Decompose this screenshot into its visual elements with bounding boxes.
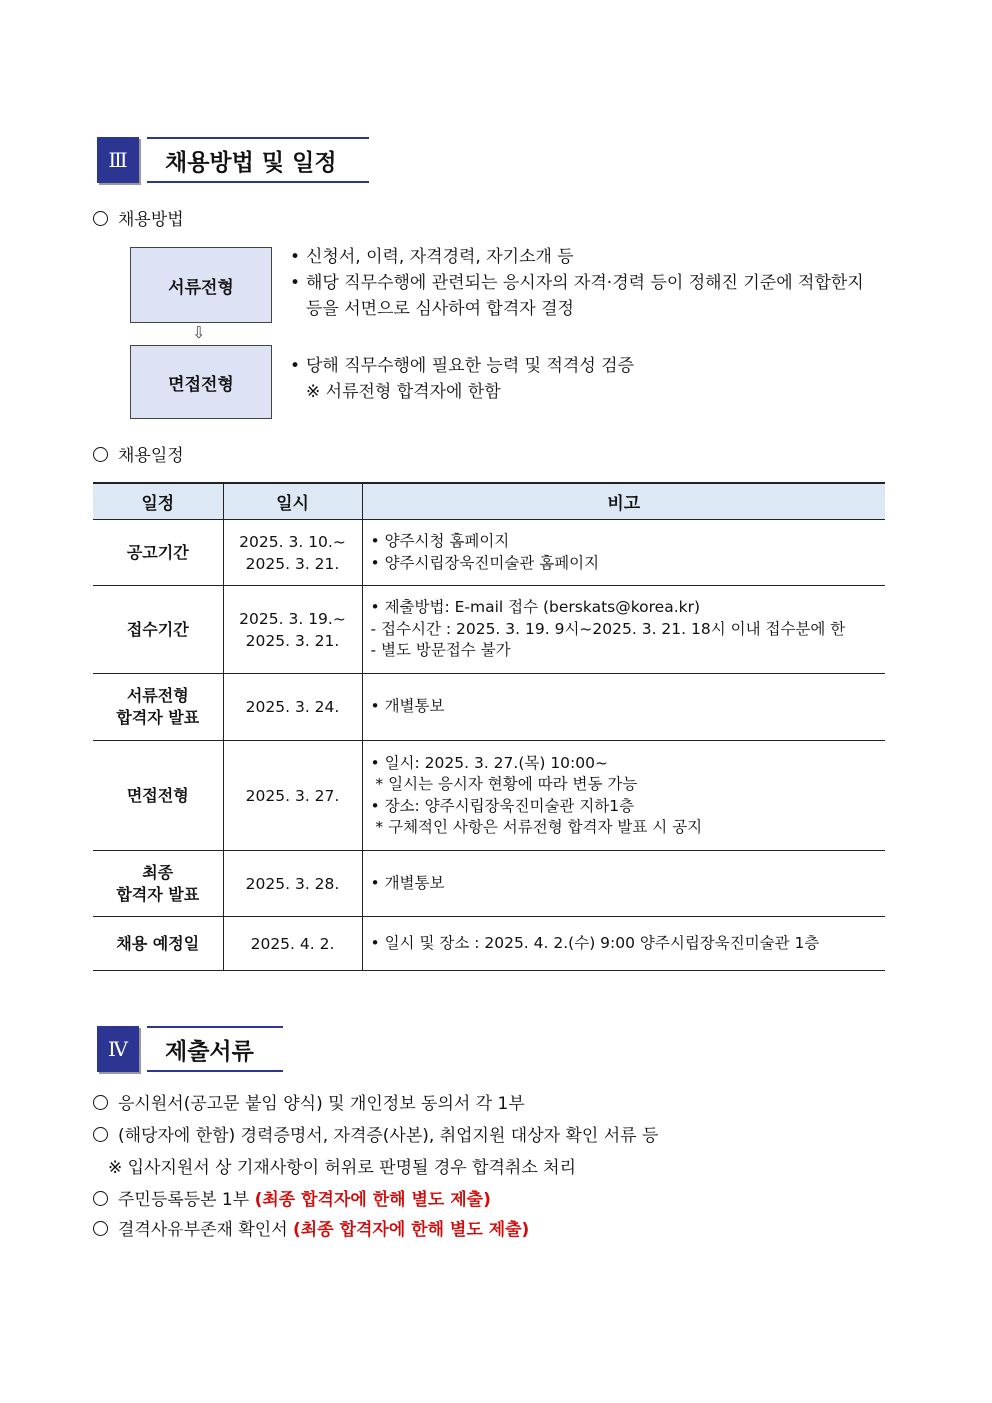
row-date: 2025. 3. 10.~ 2025. 3. 21. [223, 520, 362, 586]
section4-title: 제출서류 [147, 1026, 283, 1072]
table-row [93, 674, 885, 741]
row-stage: 채용 예정일 [93, 917, 223, 971]
schedule-heading: 채용일정 [93, 441, 184, 466]
submission-item: 결격사유부존재 확인서 (최종 합격자에 한해 별도 제출) [93, 1215, 529, 1240]
row-stage: 공고기간 [93, 520, 223, 586]
circle-bullet-icon [93, 447, 108, 462]
stage-document-desc: • 신청서, 이력, 자격경력, 자기소개 등 • 해당 직무수행에 관련되는 응시자의 자격·경력 등이 정해진 기준에 적합한지 등을 서면으로 심사하여 합격자 결정 [290, 244, 864, 322]
down-arrow-icon: ⇩ [192, 323, 206, 342]
method-heading: 채용방법 [93, 205, 184, 230]
table-row [93, 741, 885, 851]
row-date: 2025. 3. 19.~ 2025. 3. 21. [223, 586, 362, 674]
stage-interview: 면접전형 [130, 345, 272, 419]
row-date: 2025. 3. 28. [223, 851, 362, 917]
circle-bullet-icon [93, 1191, 108, 1206]
stage-document: 서류전형 [130, 247, 272, 323]
submission-item: (해당자에 한함) 경력증명서, 자격증(사본), 취업지원 대상자 확인 서류 등 [93, 1121, 658, 1146]
table-row [93, 851, 885, 917]
row-notes: • 일시 및 장소 : 2025. 4. 2.(수) 9:00 양주시립장욱진미술관 1층 [362, 917, 885, 971]
header-date: 일시 [223, 483, 362, 520]
header-notes: 비고 [362, 483, 885, 520]
section3-header [97, 137, 369, 183]
row-notes: • 제출방법: E-mail 접수 (berskats@korea.kr) - 접수시간 : 2025. 3. 19. 9시~2025. 3. 21. 18시 이내 접수분에 한 - 별도 방문접수 불가 [362, 586, 885, 674]
header-stage: 일정 [93, 483, 223, 520]
stage-interview-desc: • 당해 직무수행에 필요한 능력 및 적격성 검증 ※ 서류전형 합격자에 한함 [290, 353, 634, 405]
row-notes: • 개별통보 [362, 674, 885, 741]
row-date: 2025. 3. 27. [223, 741, 362, 851]
section3-number: Ⅲ [97, 137, 139, 183]
submission-item: 응시원서(공고문 붙임 양식) 및 개인정보 동의서 각 1부 [93, 1089, 525, 1114]
row-notes: • 양주시청 홈페이지 • 양주시립장욱진미술관 홈페이지 [362, 520, 885, 586]
row-notes: • 개별통보 [362, 851, 885, 917]
row-stage: 면접전형 [93, 741, 223, 851]
table-row [93, 586, 885, 674]
table-row [93, 917, 885, 971]
table-row [93, 520, 885, 586]
circle-bullet-icon [93, 1127, 108, 1142]
red-note: (최종 합격자에 한해 별도 제출) [254, 1190, 491, 1210]
submission-note: ※ 입사지원서 상 기재사항이 허위로 판명될 경우 합격취소 처리 [108, 1158, 577, 1178]
circle-bullet-icon [93, 1221, 108, 1236]
table-header-row [93, 483, 885, 520]
circle-bullet-icon [93, 1095, 108, 1110]
section4-header [97, 1026, 283, 1072]
schedule-table [93, 482, 885, 971]
section3-title: 채용방법 및 일정 [147, 137, 369, 183]
row-notes: • 일시: 2025. 3. 27.(목) 10:00~ * 일시는 응시자 현황에 따라 변동 가능 • 장소: 양주시립장욱진미술관 지하1층 * 구체적인 사항은 서류전형 합격자 발표 시 공지 [362, 741, 885, 851]
row-stage: 최종 합격자 발표 [93, 851, 223, 917]
row-stage: 서류전형 합격자 발표 [93, 674, 223, 741]
section4-number: Ⅳ [97, 1026, 139, 1072]
row-date: 2025. 3. 24. [223, 674, 362, 741]
circle-bullet-icon [93, 211, 108, 226]
submission-item: 주민등록등본 1부 (최종 합격자에 한해 별도 제출) [93, 1185, 491, 1210]
row-stage: 접수기간 [93, 586, 223, 674]
row-date: 2025. 4. 2. [223, 917, 362, 971]
red-note: (최종 합격자에 한해 별도 제출) [293, 1220, 530, 1240]
